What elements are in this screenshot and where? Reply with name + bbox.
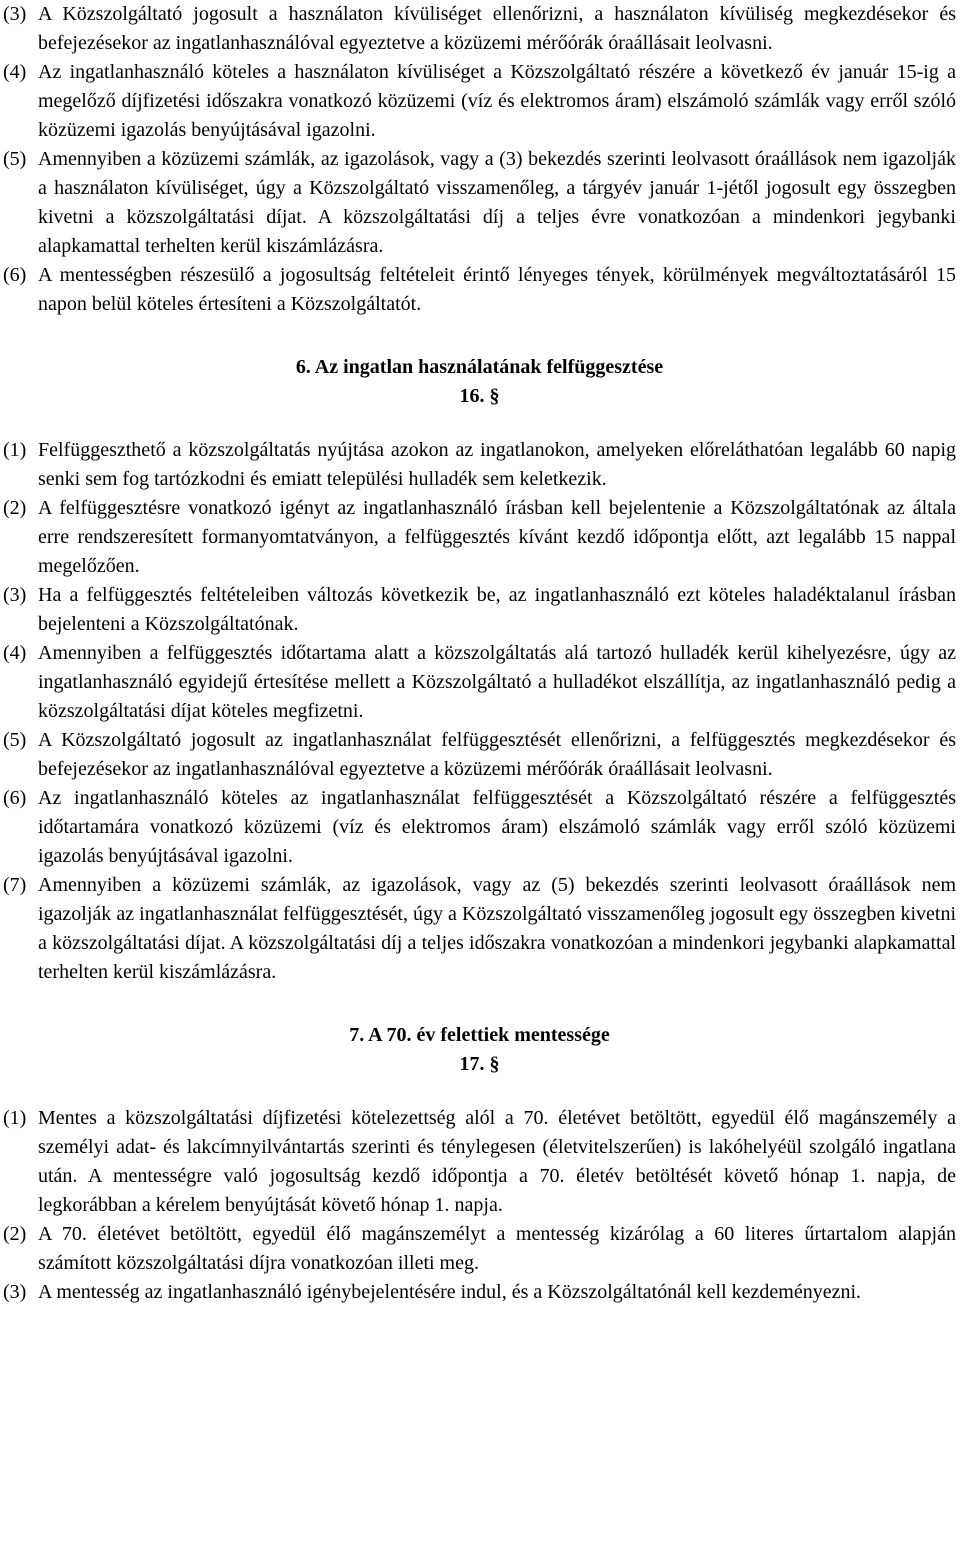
list-item <box>3 145 956 261</box>
item-text: Amennyiben a közüzemi számlák, az igazolások, vagy a (3) bekezdés szerinti leolvasott óraállások nem igazolják a használaton kívüliséget, úgy a Közszolgáltató visszamenőleg, a tárgyév január 1-jétől jogosult egy összegben kivetni a közszolgáltatási díjat. A közszolgáltatási díj a teljes évre vonatkozóan a mindenkori jegybanki alapkamattal terhelten kerül kiszámlázásra. <box>38 148 956 257</box>
item-number: (5) <box>3 729 27 751</box>
item-number: (3) <box>3 584 27 606</box>
list-item <box>3 784 956 871</box>
item-text: Ha a felfüggesztés feltételeiben változás következik be, az ingatlanhasználó ezt köteles haladéktalanul írásban bejelenteni a Közszolgáltatónak. <box>38 584 956 635</box>
list-item <box>3 1104 956 1220</box>
item-text: A Közszolgáltató jogosult a használaton kívüliséget ellenőrizni, a használaton kívüliség megkezdésekor és befejezésekor az ingatlanhasználóval egyeztetve a közüzemi mérőórák óraállásait leolvasni. <box>38 3 956 54</box>
item-number: (4) <box>3 642 27 664</box>
item-number: (3) <box>3 3 27 25</box>
item-text: Felfüggeszthető a közszolgáltatás nyújtása azokon az ingatlanokon, amelyeken előreláthatóan legalább 60 napig senki sem fog tartózkodni és emiatt települési hulladék sem keletkezik. <box>38 439 956 490</box>
list-item <box>3 581 956 639</box>
list-item <box>3 261 956 319</box>
item-number: (1) <box>3 1107 27 1129</box>
item-text: A mentesség az ingatlanhasználó igénybejelentésére indul, és a Közszolgáltatónál kell kezdeményezni. <box>38 1281 862 1303</box>
list-item <box>3 0 956 58</box>
item-number: (1) <box>3 439 27 461</box>
item-text: A 70. életévet betöltött, egyedül élő magánszemélyt a mentesség kizárólag a 60 literes űrtartalom alapján számított közszolgáltatási díjra vonatkozóan illeti meg. <box>38 1223 956 1274</box>
list-item <box>3 1220 956 1278</box>
item-number: (3) <box>3 1281 27 1303</box>
item-number: (4) <box>3 61 27 83</box>
paragraph-list-suspension <box>3 436 956 987</box>
paragraph-list-previous-section <box>3 0 956 319</box>
item-text: A mentességben részesülő a jogosultság feltételeit érintő lényeges tények, körülmények megváltoztatásáról 15 napon belül köteles értesíteni a Közszolgáltatót. <box>38 264 956 315</box>
list-item <box>3 494 956 581</box>
item-number: (7) <box>3 874 27 896</box>
paragraph-number: 16. § <box>459 385 500 407</box>
paragraph-list-exemption <box>3 1104 956 1307</box>
item-text: Amennyiben a felfüggesztés időtartama alatt a közszolgáltatás alá tartozó hulladék kerül kihelyezésre, úgy az ingatlanhasználó egyidejű értesítése mellett a Közszolgáltató a hulladékot elszállítja, az ingatlanhasználó pedig a közszolgáltatási díjat köteles megfizetni. <box>38 642 956 722</box>
item-text: Az ingatlanhasználó köteles a használaton kívüliséget a Közszolgáltató részére a következő év január 15-ig a megelőző díjfizetési időszakra vonatkozó közüzemi (víz és elektromos áram) elszámoló számlák vagy erről szóló közüzemi igazolás benyújtásával igazolni. <box>38 61 956 141</box>
item-number: (2) <box>3 1223 27 1245</box>
item-number: (6) <box>3 787 27 809</box>
list-item <box>3 871 956 987</box>
list-item <box>3 639 956 726</box>
list-item <box>3 58 956 145</box>
item-text: Az ingatlanhasználó köteles az ingatlanhasználat felfüggesztését a Közszolgáltató részére a felfüggesztés időtartamára vonatkozó közüzemi (víz és elektromos áram) elszámoló számlák vagy erről szóló közüzemi igazolás benyújtásával igazolni. <box>38 787 956 867</box>
section-title: 6. Az ingatlan használatának felfüggesztése <box>295 356 664 378</box>
paragraph-number: 17. § <box>459 1053 500 1075</box>
list-item <box>3 1278 956 1307</box>
item-text: A felfüggesztésre vonatkozó igényt az ingatlanhasználó írásban kell bejelentenie a Közszolgáltatónak az általa erre rendszeresített formanyomtatványon, a felfüggesztés kívánt kezdő időpontja előtt, azt legalább 15 nappal megelőzően. <box>38 497 956 577</box>
list-item <box>3 726 956 784</box>
item-number: (2) <box>3 497 27 519</box>
item-number: (5) <box>3 148 27 170</box>
item-text: Mentes a közszolgáltatási díjfizetési kötelezettség alól a 70. életévet betöltött, egyedül élő magánszemély a személyi adat- és lakcímnyilvántartás szerinti és ténylegesen (életvitelszerűen) is lakóhelyéül szolgáló ingatlana után. A mentességre való jogosultság kezdő időpontja a 70. életév betöltését követő hónap 1. napja, de legkorábban a kérelem benyújtását követő hónap 1. napja. <box>38 1107 956 1216</box>
list-item <box>3 436 956 494</box>
section-title: 7. A 70. év felettiek mentessége <box>349 1024 610 1046</box>
item-text: A Közszolgáltató jogosult az ingatlanhasználat felfüggesztését ellenőrizni, a felfüggesztés megkezdésekor és befejezésekor az ingatlanhasználóval egyeztetve a közüzemi mérőórák óraállásait leolvasni. <box>38 729 956 780</box>
item-number: (6) <box>3 264 27 286</box>
item-text: Amennyiben a közüzemi számlák, az igazolások, vagy az (5) bekezdés szerinti leolvasott óraállások nem igazolják az ingatlanhasználat felfüggesztését, úgy a Közszolgáltató visszamenőleg jogosult egy összegben kivetni a közszolgáltatási díjat. A közszolgáltatási díj a teljes időszakra vonatkozóan a mindenkori jegybanki alapkamattal terhelten kerül kiszámlázásra. <box>38 874 956 983</box>
